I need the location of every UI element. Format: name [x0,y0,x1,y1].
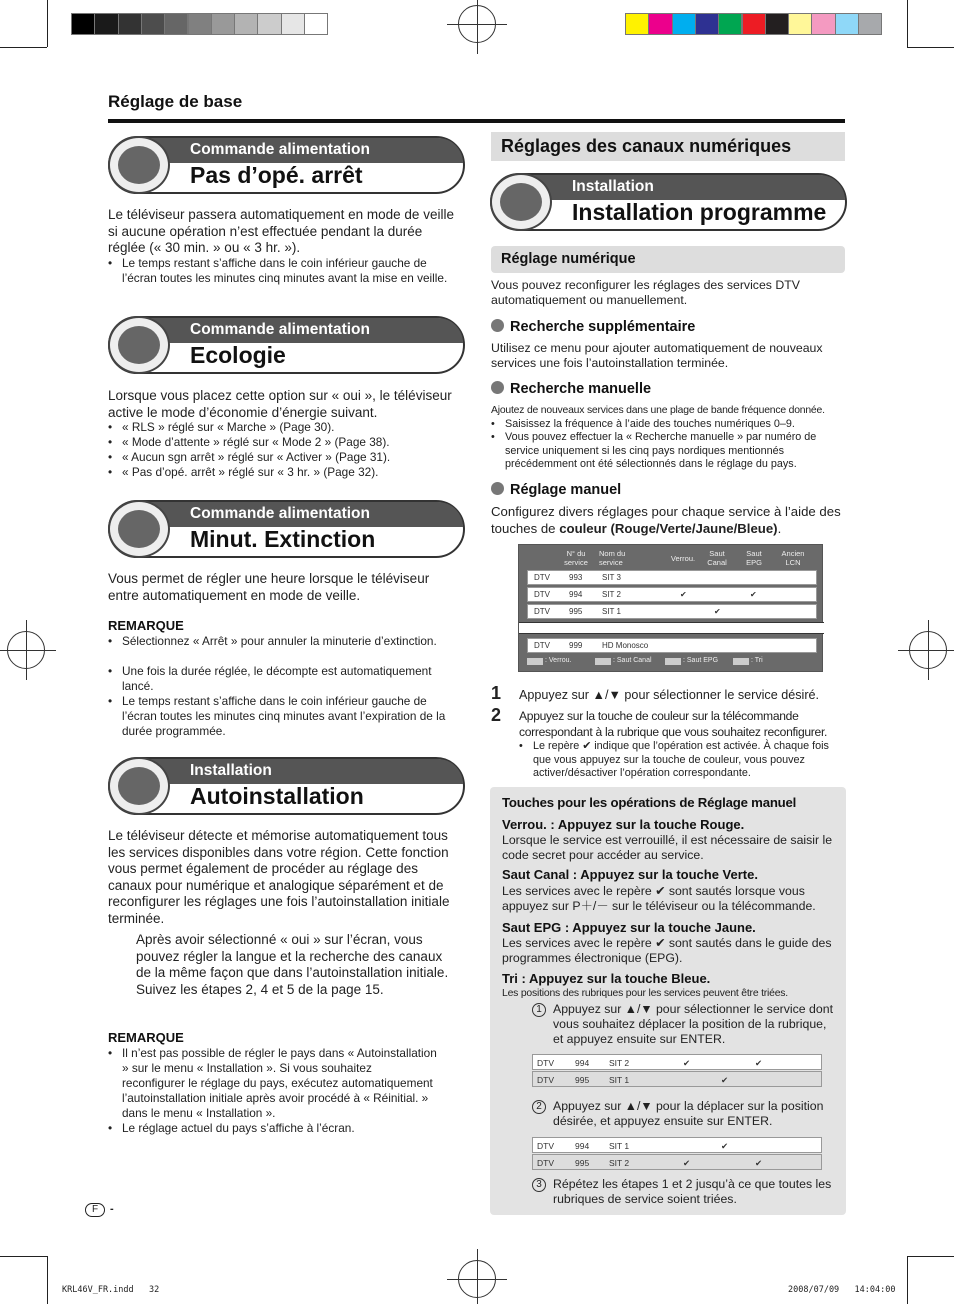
banner-autoinstallation [108,757,465,815]
banner-installation-programme [490,173,847,231]
step-circle: 1 [532,1003,546,1017]
tv-row [527,587,817,602]
remark-label: REMARQUE [108,618,184,633]
section-heading [491,132,845,161]
banner-category: Installation [492,175,845,200]
color-swatch [211,13,235,35]
mini-row [532,1054,822,1070]
step-text: Appuyez sur la touche de couleur sur la télécommande correspondant à la rubrique que vous souhaitez reconfigurer. [519,709,828,739]
banner-category: Commande alimentation [110,502,463,527]
paragraph: Le téléviseur détecte et mémorise automatiquement tous les services disponibles dans votre région. Cette fonction vous permet également de procéder au réglage des canaux pour numérique et analogique séparément et de reconfigurer les réglages une fois l’autoinstallation initiale terminée. [108,828,450,926]
color-swatch [811,13,835,35]
col-header: Saut Canal [707,549,727,567]
color-swatch [118,13,142,35]
registration-mark [458,5,496,43]
mini-cell: SIT 2 [609,1158,630,1168]
check-icon: ✔ [680,590,687,599]
color-swatch [788,13,812,35]
paragraph: Vous pouvez reconfigurer les réglages des services DTV automatiquement ou manuellement. [491,278,800,307]
tv-cell: DTV [534,641,550,650]
color-swatch [304,13,328,35]
box-heading: Saut EPG : Appuyez sur la touche Jaune. [502,920,756,935]
crop-mark [907,1256,908,1304]
check-icon: ✔ [721,1075,729,1085]
col-header: N° du service [564,549,588,567]
bold-text: couleur (Rouge/Verte/Jaune/Bleue) [559,520,778,536]
box-step: Appuyez sur ▲/▼ pour sélectionner le service dont vous souhaitez déplacer la position de la rubrique, et appuyez ensuite sur ENTER. [553,1002,833,1046]
registration-mark [7,631,45,669]
mini-cell: DTV [537,1075,554,1085]
tv-menu-screenshot [518,544,823,672]
banner-title: Minut. Extinction [190,526,376,552]
tv-row [527,570,817,585]
registration-mark [458,1260,496,1298]
power-plug-icon [108,316,170,374]
tv-cell: HD Monosco [602,641,649,650]
step-circle: 2 [532,1100,546,1114]
bullet: • « Mode d’attente » réglé sur « Mode 2 » (Page 38). [108,435,458,450]
tv-row [527,638,817,653]
paragraph: Vous permet de régler une heure lorsque le téléviseur entre automatiquement en mode de veille. [108,571,430,603]
box-text: Les positions des rubriques pour les services peuvent être triées. [502,988,788,999]
heading-recherche-sup [491,319,695,335]
crop-mark [0,47,47,48]
banner-title: Installation programme [572,199,827,225]
box-title: Touches pour les opérations de Réglage manuel [502,795,797,810]
bullet-dot-icon [491,381,504,394]
yellow-key-icon [665,658,681,665]
box-text: Les services avec le repère ✔ sont sautés lorsque vous appuyez sur P＋/－ sur le téléviseur ou la télécommande. [502,884,816,913]
banner-title: Autoinstallation [190,783,364,809]
scroll-break [519,622,824,634]
box-heading: Tri : Appuyez sur la touche Bleue. [502,971,711,986]
bullet: • Vous pouvez effectuer la « Recherche manuelle » par numéro de service uniquement si les cinq pays nordiques mentionnés précédemment ont été sélectionnés dans le réglage du pays. [491,431,821,472]
check-icon: ✔ [755,1058,763,1068]
green-key-icon [595,658,611,665]
step-text: Appuyez sur ▲/▼ pour sélectionner le service désiré. [519,688,820,702]
tv-cell: DTV [534,607,550,616]
color-swatch [695,13,719,35]
crop-mark [907,1256,954,1257]
legend-label: : Tri [751,657,763,664]
blue-key-icon [733,658,749,665]
banner-category: Installation [110,759,463,784]
mini-row [532,1071,822,1087]
footer-date: 2008/07/09 14:04:00 [788,1285,896,1295]
tv-cell: 995 [569,607,583,616]
mini-cell: 995 [575,1075,590,1085]
bullet: • « Aucun sgn arrêt » réglé sur « Activer » (Page 31). [108,450,458,465]
box-text: Lorsque le service est verrouillé, il est nécessaire de saisir le code secret pour accéder au service. [502,833,833,862]
bullet: • Saisissez la fréquence à l’aide des touches numériques 0–9. [491,418,845,432]
mini-cell: SIT 1 [609,1075,630,1085]
subsection-heading [491,246,845,273]
power-plug-icon [108,136,170,194]
heading-reglage-man [491,482,621,498]
mini-cell: 995 [575,1158,590,1168]
color-swatch [257,13,281,35]
color-swatch [234,13,258,35]
color-swatch [718,13,742,35]
mini-cell: DTV [537,1058,554,1068]
subsection-heading-text: Réglage numérique [501,251,636,267]
col-header: Saut EPG [746,549,762,567]
color-swatch [742,13,766,35]
box-step: Répétez les étapes 1 et 2 jusqu’à ce que toutes les rubriques de service soient triées. [553,1177,832,1206]
banner-title: Ecologie [190,342,286,368]
col-header: Verrou. [670,554,696,563]
bullet: • Sélectionnez « Arrêt » pour annuler la minuterie d’extinction. [108,634,458,649]
box-heading: Verrou. : Appuyez sur la touche Rouge. [502,817,745,832]
mini-cell: SIT 1 [609,1141,630,1151]
bullet-dot-icon [491,482,504,495]
registration-mark [909,631,947,669]
crop-mark [47,1256,48,1304]
bullet: • « RLS » réglé sur « Marche » (Page 30). [108,420,458,435]
bullet: • Une fois la durée réglée, le décompte est automatiquement lancé. [108,664,458,694]
tv-cell: DTV [534,573,550,582]
page-marker-text: F [91,1204,99,1215]
heading-text: Recherche manuelle [510,381,652,397]
mini-row [532,1154,822,1170]
crop-mark [0,1256,47,1257]
tv-cell: SIT 3 [602,573,621,582]
check-icon: ✔ [714,607,721,616]
color-swatch [94,13,118,35]
bullet: • Le temps restant s’affiche dans le coin inférieur gauche de l’écran toutes les minutes cinq minutes avant la mise en veille. [108,256,458,286]
color-swatch [625,13,649,35]
mini-row [532,1137,822,1153]
tv-row [527,604,817,619]
legend-label: : Saut Canal [613,657,652,664]
tv-wrench-icon [490,173,552,231]
tv-wrench-icon [108,757,170,815]
mini-cell: DTV [537,1141,554,1151]
bullet: • Il n’est pas possible de régler le pays dans « Autoinstallation » sur le menu « Installation ». Si vous souhaitez reconfigurer le réglage du pays, exécutez automatiquement l’autoinstallation initiale après avoir procédé à « Réinitial. » dans le menu « Installation ». [108,1046,438,1121]
tv-cell: SIT 2 [602,590,621,599]
box-step: Appuyez sur ▲/▼ pour la déplacer sur la position désirée, et appuyez ensuite sur ENTER. [553,1099,824,1128]
legend-label: : Verrou. [545,657,572,664]
bullet-dot-icon [491,319,504,332]
tv-cell: 999 [569,641,583,650]
remark-label: REMARQUE [108,1030,184,1045]
crop-mark [907,0,908,47]
color-swatch [858,13,882,35]
legend-label: : Saut EPG [683,657,719,664]
mini-cell: SIT 2 [609,1058,630,1068]
page-marker-dash: - [110,1203,114,1215]
color-swatch [281,13,305,35]
box-heading: Saut Canal : Appuyez sur la touche Verte. [502,867,758,882]
check-icon: ✔ [755,1158,763,1168]
step-number: 1 [491,683,502,703]
red-key-icon [527,658,543,665]
paragraph: Ajoutez de nouveaux services dans une plage de bande fréquence donnée. [491,405,825,416]
check-icon: ✔ [683,1158,691,1168]
color-swatch [188,13,212,35]
mini-cell: 994 [575,1058,590,1068]
page-marker-icon [85,1203,105,1217]
indented-paragraph: Après avoir sélectionné « oui » sur l’écran, vous pouvez régler la langue et la recherche des canaux de la même façon que dans l’autoinstallation initiale. Suivez les étapes 2, 4 et 5 de la page 15. [136,932,449,997]
box-text: Les services avec le repère ✔ sont sautés dans le guide des programmes électronique (EPG). [502,936,832,965]
bullet: • Le réglage actuel du pays s’affiche à l’écran. [108,1121,438,1136]
bullet: • Le repère ✔ indique que l’opération est activée. À chaque fois que vous appuyez sur la touche de couleur, vous pouvez activer/désactiver l’opération correspondante. [519,740,839,781]
crop-mark [47,0,48,47]
heading-recherche-man [491,381,651,397]
text-part: . [777,520,782,536]
mini-cell: 994 [575,1141,590,1151]
banner-pas-ope-arret [108,136,465,194]
banner-category: Commande alimentation [110,138,463,163]
check-icon: ✔ [750,590,757,599]
tv-cell: 994 [569,590,583,599]
col-header: Nom du service [599,549,626,567]
heading-text: Recherche supplémentaire [510,319,696,335]
section-heading-text: Réglages des canaux numériques [501,136,792,156]
tv-cell: DTV [534,590,550,599]
text-part: Configurez divers réglages pour chaque service à l’aide des touches de [491,504,841,536]
bullet: • Le temps restant s’affiche dans le coin inférieur gauche de l’écran toutes les minutes cinq minutes avant l’expiration de la durée programmée. [108,694,458,739]
color-swatch [164,13,188,35]
color-swatch [71,13,95,35]
tv-cell: 993 [569,573,583,582]
heading-text: Réglage manuel [510,482,622,498]
banner-title: Pas d’opé. arrêt [190,162,363,188]
check-icon: ✔ [721,1141,729,1151]
bullet: • « Pas d’opé. arrêt » réglé sur « 3 hr. » (Page 32). [108,465,458,480]
paragraph [491,504,845,537]
color-swatch [835,13,859,35]
check-icon: ✔ [683,1058,691,1068]
paragraph: Le téléviseur passera automatiquement en mode de veille si aucune opération n’est effectuée pendant la durée réglée (« 30 min. » ou « 3 hr. »). [108,207,454,256]
col-header: Ancien LCN [781,549,805,567]
step-number: 2 [491,705,502,725]
paragraph: Utilisez ce menu pour ajouter automatiquement de nouveaux services une fois l’autoinstallation terminée. [491,341,823,370]
section-header: Réglage de base [108,92,243,111]
mini-cell: DTV [537,1158,554,1168]
tv-cell: SIT 1 [602,607,621,616]
power-plug-icon [108,500,170,558]
info-box [490,787,846,1215]
banner-category: Commande alimentation [110,318,463,343]
crop-mark [907,47,954,48]
color-swatch [765,13,789,35]
paragraph: Lorsque vous placez cette option sur « oui », le téléviseur active le mode d’économie d’énergie suivant. [108,388,452,420]
header-rule [108,119,845,123]
banner-ecologie [108,316,465,374]
step-circle: 3 [532,1178,546,1192]
banner-minut-extinction [108,500,465,558]
color-swatch [141,13,165,35]
footer-file: KRL46V_FR.indd 32 [62,1285,160,1295]
color-swatch [648,13,672,35]
color-swatch [672,13,696,35]
